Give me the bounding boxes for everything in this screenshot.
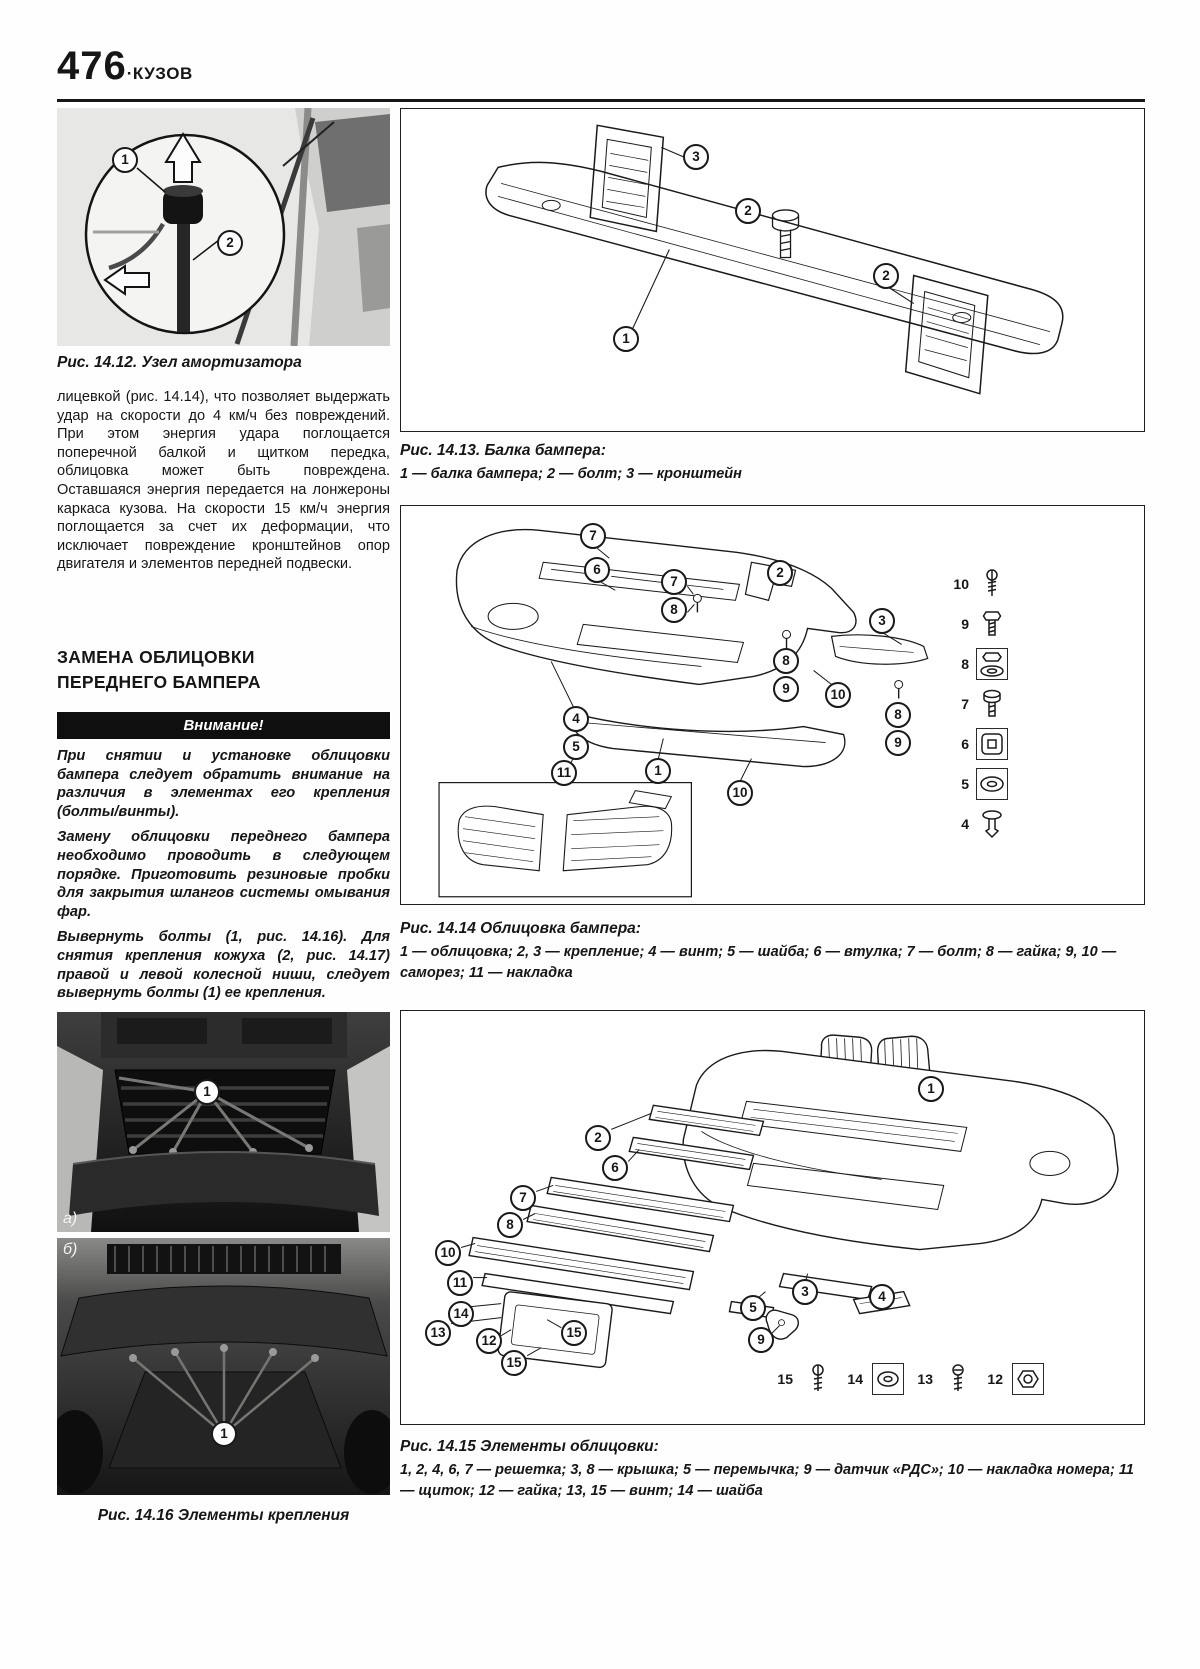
callout: 1 (112, 147, 138, 173)
header-rule (57, 99, 1145, 102)
callout: 10 (825, 682, 851, 708)
fig-14-13 (400, 108, 1145, 432)
warning-paragraph: Вывернуть болты (1, рис. 14.16). Для снятия крепления кожуха (2, рис. 14.17) правой и левой колесной ниши, следует вывернуть болты (1) ее крепления. (57, 929, 390, 1002)
callout: 3 (792, 1279, 818, 1305)
fastener-row (949, 688, 1008, 720)
section-heading (57, 645, 390, 695)
photo-a-label: а) (63, 1210, 78, 1227)
screw-icon (942, 1363, 974, 1395)
callout: 3 (869, 608, 895, 634)
bolt-icon (976, 688, 1008, 720)
callout: 15 (501, 1350, 527, 1376)
fig-14-14-legend: 1 — облицовка; 2, 3 — крепление; 4 — винт; 5 — шайба; 6 — втулка; 7 — болт; 8 — гайка; 9, 10 — саморез; 11 — накладка (400, 944, 1117, 981)
callout: 9 (748, 1327, 774, 1353)
callout: 1 (211, 1421, 237, 1447)
attention-label: Внимание! (183, 717, 264, 734)
fig-14-13-legend: 1 — балка бампера; 2 — болт; 3 — кронштейн (400, 466, 742, 482)
fig-14-12-caption: Рис. 14.12. Узел амортизатора (57, 354, 302, 371)
callout: 7 (510, 1185, 536, 1211)
callout: 6 (602, 1155, 628, 1181)
fastener-row (949, 728, 1008, 760)
fastener-number: 12 (987, 1371, 1003, 1387)
fastener-legend-row (773, 1363, 1044, 1395)
fastener-number: 10 (953, 576, 969, 592)
fastener-number: 6 (961, 736, 969, 752)
fig-14-15 (400, 1010, 1145, 1425)
fastener-number: 15 (777, 1371, 793, 1387)
washer-icon (872, 1363, 904, 1395)
nut-icon (1012, 1363, 1044, 1395)
engine-bay-photo-bottom (57, 1238, 390, 1495)
warning-block (57, 747, 390, 1010)
fastener-number: 7 (961, 696, 969, 712)
callout: 13 (425, 1320, 451, 1346)
fig-14-16-photo-a (57, 1012, 390, 1232)
callout: 1 (613, 326, 639, 352)
oval-washer-icon (976, 768, 1008, 800)
callout: 10 (727, 780, 753, 806)
screw-icon (802, 1363, 834, 1395)
fig-14-14 (400, 505, 1145, 905)
callout: 10 (435, 1240, 461, 1266)
callout: 11 (447, 1270, 473, 1296)
callout: 2 (767, 560, 793, 586)
page-header (57, 44, 193, 89)
callout: 12 (476, 1328, 502, 1354)
callout: 6 (584, 557, 610, 583)
fastener-number: 4 (961, 816, 969, 832)
fastener-legend-column (949, 568, 1008, 840)
page-number: 476 (57, 44, 127, 88)
header-separator: · (126, 64, 133, 83)
fastener-number: 8 (961, 656, 969, 672)
section-title: КУЗОВ (132, 64, 193, 83)
fig-14-13-caption: Рис. 14.13. Балка бампера: (400, 442, 606, 459)
callout: 8 (885, 702, 911, 728)
fastener-number: 5 (961, 776, 969, 792)
callout: 4 (563, 706, 589, 732)
fastener-number: 14 (847, 1371, 863, 1387)
callout: 4 (869, 1284, 895, 1310)
fig-14-16-caption: Рис. 14.16 Элементы крепления (97, 1507, 350, 1524)
section-heading-line: ЗАМЕНА ОБЛИЦОВКИ (57, 647, 255, 667)
fig-14-14-caption: Рис. 14.14 Облицовка бампера: (400, 920, 641, 937)
callout: 1 (194, 1079, 220, 1105)
nut-with-washer-icon (976, 648, 1008, 680)
fastener-number: 13 (917, 1371, 933, 1387)
self-tapping-screw-icon (976, 608, 1008, 640)
attention-banner (57, 712, 390, 739)
callout: 8 (497, 1212, 523, 1238)
callout: 2 (585, 1125, 611, 1151)
engine-bay-photo-top (57, 1012, 390, 1232)
callout: 5 (563, 734, 589, 760)
fastener-row (949, 768, 1008, 800)
fig-14-16-photo-b (57, 1238, 390, 1495)
callout: 9 (885, 730, 911, 756)
fastener-row (949, 648, 1008, 680)
callout: 7 (661, 569, 687, 595)
fig-14-12 (57, 108, 390, 346)
shock-absorber-photo (57, 108, 390, 346)
callout: 8 (661, 597, 687, 623)
fig-14-15-legend: 1, 2, 4, 6, 7 — решетка; 3, 8 — крышка; 5 — перемычка; 9 — датчик «РДС»; 10 — накладка номера; 11 — щиток; 12 — гайка; 13, 15 — винт; 14 — шайба (400, 1462, 1134, 1499)
callout: 3 (683, 144, 709, 170)
callout: 7 (580, 523, 606, 549)
intro-paragraph: лицевкой (рис. 14.14), что позволяет выдержать удар на скорости до 4 км/ч без повреждений. При этом энергия удара поглощается поперечной балкой и щитком передка, облицовка может быть повреждена. Оставшаяся энергия передается на лонжероны каркаса кузова. На скорости 15 км/ч энергия поглощается за счет их деформации, что исключает повреждение кронштейнов опор двигателя и элементов передней подвески. (57, 389, 390, 573)
callout: 11 (551, 760, 577, 786)
callout: 9 (773, 676, 799, 702)
fastener-row (949, 808, 1008, 840)
callout: 15 (561, 1320, 587, 1346)
fastener-number: 9 (961, 616, 969, 632)
section-heading-line: ПЕРЕДНЕГО БАМПЕРА (57, 672, 261, 692)
push-clip-icon (976, 808, 1008, 840)
callout: 1 (918, 1076, 944, 1102)
callout: 2 (217, 230, 243, 256)
callout: 2 (735, 198, 761, 224)
photo-b-label: б) (63, 1241, 78, 1258)
fastener-row (949, 608, 1008, 640)
warning-paragraph: Замену облицовки переднего бампера необходимо проводить в следующем порядке. Приготовить резиновые пробки для закрытия шлангов системы омывания фар. (57, 829, 390, 920)
callout: 1 (645, 758, 671, 784)
callout: 8 (773, 648, 799, 674)
self-tapping-screw-icon (976, 568, 1008, 600)
bumper-beam-drawing (401, 109, 1144, 431)
callout: 14 (448, 1301, 474, 1327)
fastener-row (949, 568, 1008, 600)
square-bushing-icon (976, 728, 1008, 760)
callout: 5 (740, 1295, 766, 1321)
warning-paragraph: При снятии и установке облицовки бампера следует обратить внимание на различия в элементах его крепления (болты/винты). (57, 748, 390, 820)
callout: 2 (873, 263, 899, 289)
fig-14-15-caption: Рис. 14.15 Элементы облицовки: (400, 1438, 659, 1455)
